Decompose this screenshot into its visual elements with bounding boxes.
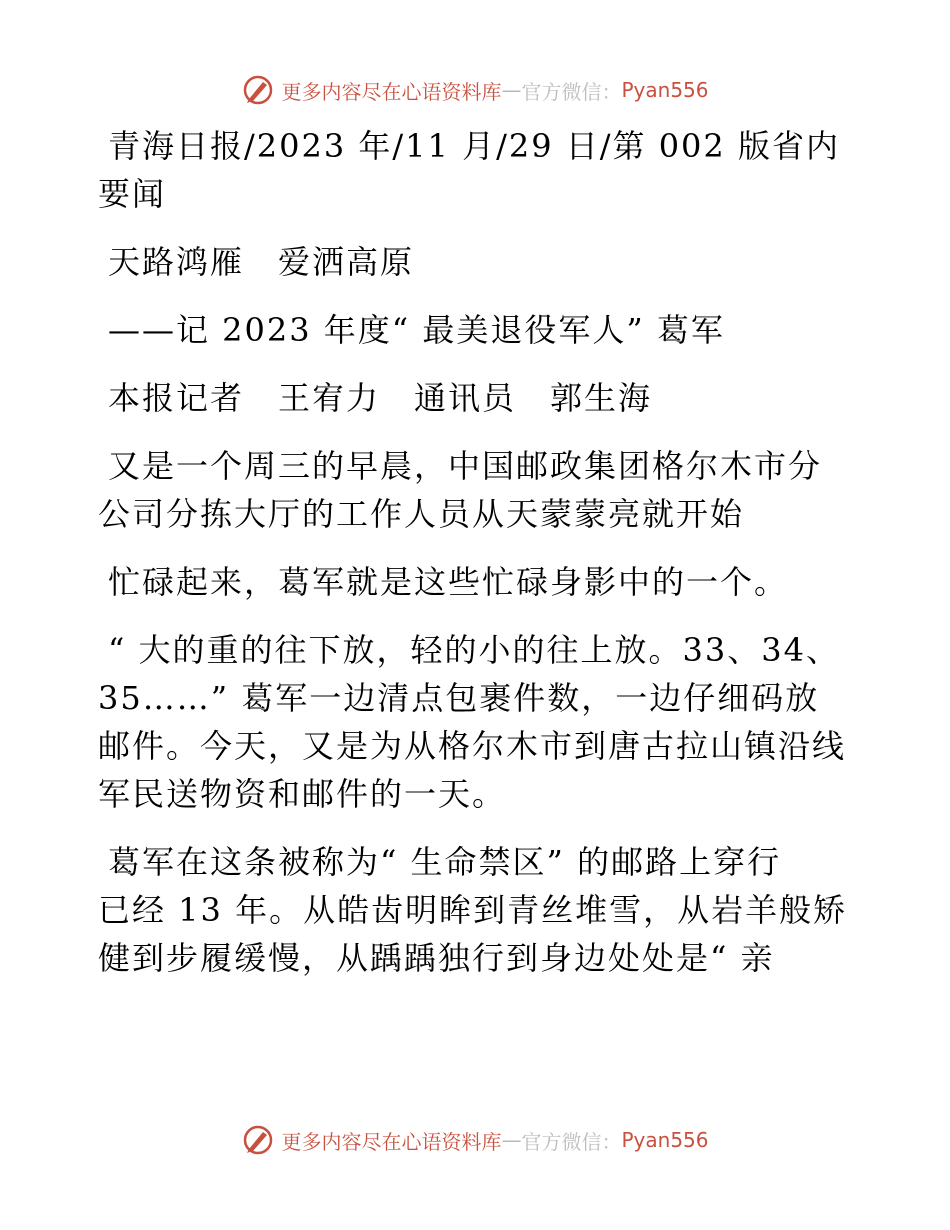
paragraph-line: 忙碌起来，葛军就是这些忙碌身影中的一个。 [108, 563, 789, 601]
watermark-bottom [0, 1120, 950, 1160]
paragraph-line: 公司分拣大厅的工作人员从天蒙蒙亮就开始 [98, 495, 745, 533]
watermark-id: Pyan556 [621, 78, 709, 102]
article-subtitle [98, 306, 858, 354]
watermark-label: 官方微信： [521, 79, 622, 104]
paragraph-line: 军民送物资和邮件的一天。 [98, 775, 507, 813]
paragraph-line: 又是一个周三的早晨，中国邮政集团格尔木市分 [108, 447, 823, 485]
byline [98, 374, 858, 422]
paragraph-line: 已经 13 年。从皓齿明眸到青丝堆雪，从岩羊般矫 [98, 891, 848, 929]
watermark-text: 更多内容尽在心语资料库 [281, 1129, 502, 1154]
watermark-id: Pyan556 [621, 1128, 709, 1152]
subtitle-text: ——记 2023 年度“ 最美退役军人” 葛军 [108, 311, 725, 349]
pen-logo-icon [241, 73, 275, 107]
paragraph-2 [98, 558, 858, 606]
paragraph-1 [98, 442, 858, 538]
pen-logo-icon [241, 1123, 275, 1157]
watermark-text: 更多内容尽在心语资料库 [281, 79, 502, 104]
paragraph-3 [98, 626, 858, 818]
paragraph-line: 邮件。今天，又是为从格尔木市到唐古拉山镇沿线 [98, 727, 847, 765]
paragraph-line: “ 大的重的往下放，轻的小的往上放。33、34、 [108, 631, 840, 669]
paragraph-4 [98, 838, 858, 982]
paragraph-line: 健到步履缓慢，从踽踽独行到身边处处是“ 亲 [98, 939, 775, 977]
header-line: 要闻 [98, 175, 167, 213]
title-text: 天路鸿雁 爱洒高原 [108, 243, 415, 281]
newspaper-header [98, 122, 858, 218]
watermark-separator: — [501, 1128, 522, 1152]
watermark-label: 官方微信： [521, 1129, 622, 1154]
byline-text: 本报记者 王宥力 通讯员 郭生海 [108, 379, 653, 417]
paragraph-line: 35……” 葛军一边清点包裹件数，一边仔细码放 [98, 679, 820, 717]
article-title [98, 238, 858, 286]
header-line: 青海日报/2023 年/11 月/29 日/第 002 版省内 [108, 127, 840, 165]
article-body [98, 122, 858, 1002]
watermark-top [0, 70, 950, 110]
paragraph-line: 葛军在这条被称为“ 生命禁区” 的邮路上穿行 [108, 843, 782, 881]
watermark-separator: — [501, 78, 522, 102]
